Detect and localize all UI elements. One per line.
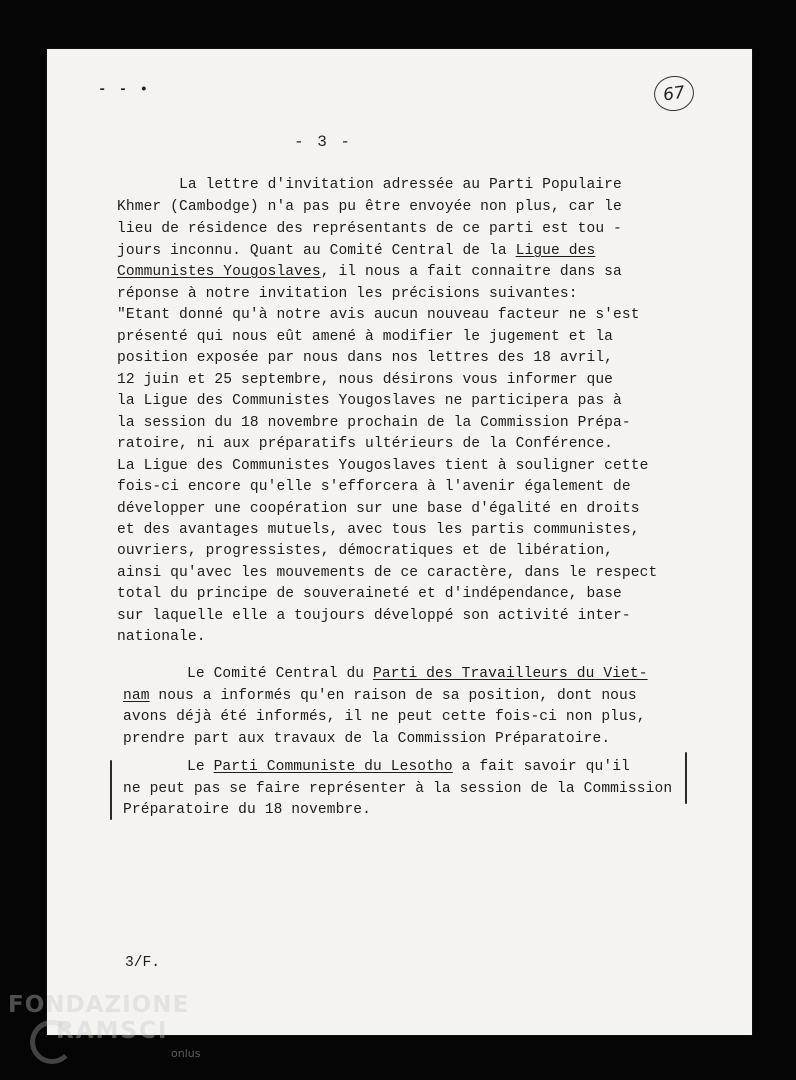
- margin-mark-left: [110, 760, 112, 820]
- text-segment: Le Comité Central du: [187, 666, 374, 682]
- text-line: ratoire, ni aux préparatifs ultérieurs de la Conférence.: [117, 436, 614, 452]
- watermark-line1: FONDAZIONE: [8, 992, 190, 1018]
- text-line: 12 juin et 25 septembre, nous désirons vous informer que: [117, 372, 614, 388]
- page-number: - 3 -: [294, 133, 353, 151]
- text-segment: nous a informés qu'en raison de sa position, dont nous: [149, 688, 637, 704]
- watermark-line2: RAMSCI: [56, 1018, 169, 1044]
- watermark-suffix: onlus: [171, 1047, 201, 1060]
- text-segment: Le: [187, 759, 214, 775]
- watermark-logo: [8, 992, 189, 1044]
- text-line: et des avantages mutuels, avec tous les partis communistes,: [117, 522, 640, 538]
- text-line: total du principe de souveraineté et d'indépendance, base: [117, 586, 622, 602]
- text-line: Khmer (Cambodge) n'a pas pu être envoyée non plus, car le: [117, 199, 622, 215]
- text-line: La Ligue des Communistes Yougoslaves tient à souligner cette: [117, 458, 649, 474]
- text-line: la Ligue des Communistes Yougoslaves ne participera pas à: [117, 393, 622, 409]
- text-line: "Etant donné qu'à notre avis aucun nouveau facteur ne s'est: [117, 307, 640, 323]
- underlined-org-name: Ligue des: [515, 243, 596, 259]
- text-line: la session du 18 novembre prochain de la Commission Prépa-: [117, 415, 631, 431]
- text-line: réponse à notre invitation les précisions suivantes:: [117, 286, 578, 302]
- text-segment: , il nous a fait connaitre dans sa: [320, 264, 622, 280]
- underlined-org-name: Parti des Travailleurs du Viet-: [373, 666, 648, 682]
- text-line: ne peut pas se faire représenter à la session de la Commission: [123, 781, 673, 797]
- text-line: Préparatoire du 18 novembre.: [123, 802, 372, 818]
- text-line: [123, 688, 637, 704]
- text-line: sur laquelle elle a toujours développé son activité inter-: [117, 608, 631, 624]
- text-line: développer une coopération sur une base d'égalité en droits: [117, 501, 640, 517]
- text-line: La lettre d'invitation adressée au Parti Populaire: [179, 177, 622, 193]
- footer-reference: 3/F.: [125, 955, 161, 971]
- text-line: position exposée par nous dans nos lettres des 18 avril,: [117, 350, 614, 366]
- text-line: ainsi qu'avec les mouvements de ce caractère, dans le respect: [117, 565, 658, 581]
- document-page: [47, 49, 752, 1035]
- archive-number-circled: 67: [652, 73, 696, 113]
- text-line: fois-ci encore qu'elle s'efforcera à l'avenir également de: [117, 479, 631, 495]
- text-line: nationale.: [117, 629, 206, 645]
- header-marks: - - •: [98, 82, 151, 98]
- text-segment: a fait savoir qu'il: [452, 759, 630, 775]
- text-segment: jours inconnu. Quant au Comité Central de la: [117, 243, 516, 259]
- underlined-org-name: Parti Communiste du Lesotho: [213, 759, 453, 775]
- text-line: [117, 243, 595, 259]
- text-line: avons déjà été informés, il ne peut cette fois-ci non plus,: [123, 709, 646, 725]
- text-line: [117, 264, 622, 280]
- text-line: ouvriers, progressistes, démocratiques et de libération,: [117, 543, 614, 559]
- text-line: présenté qui nous eût amené à modifier le jugement et la: [117, 329, 614, 345]
- text-line: prendre part aux travaux de la Commission Préparatoire.: [123, 731, 611, 747]
- text-line: [187, 759, 630, 775]
- text-line: [187, 666, 648, 682]
- underlined-org-name: nam: [123, 688, 150, 704]
- text-line: lieu de résidence des représentants de ce parti est tou -: [117, 221, 622, 237]
- margin-mark-right: [685, 752, 687, 804]
- underlined-org-name: Communistes Yougoslaves: [117, 264, 321, 280]
